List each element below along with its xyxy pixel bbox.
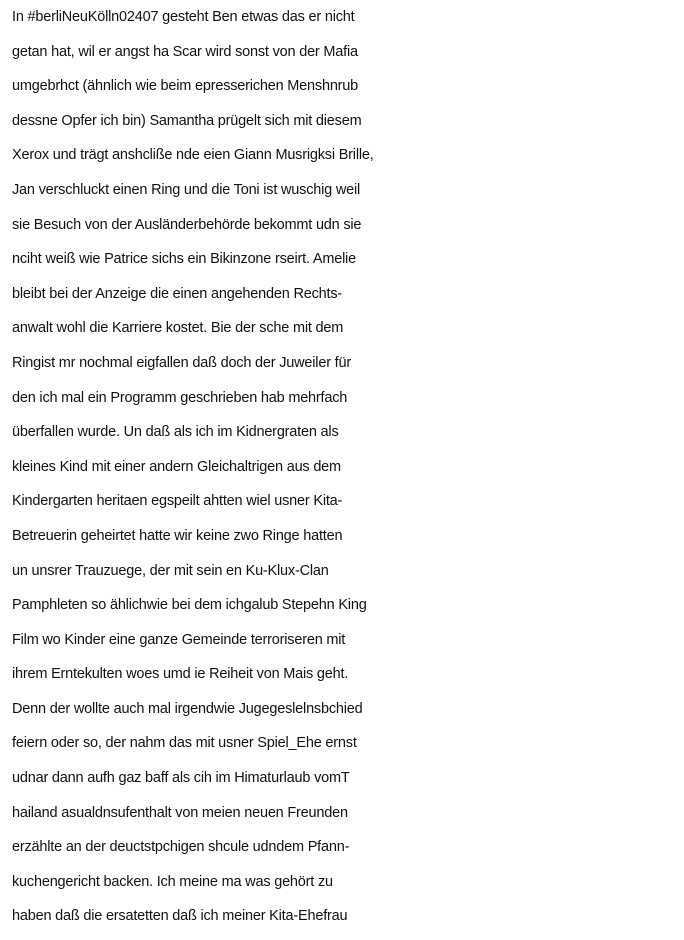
text-line: feiern oder so, der nahm das mit usner Spiel_Ehe ernst — [12, 735, 357, 752]
text-line: udnar dann aufh gaz baff als cih im Himaturlaub vomT — [12, 770, 350, 787]
text-line: erzählte an der deuctstpchigen shcule udndem Pfann- — [12, 839, 350, 856]
text-line: den ich mal ein Programm geschrieben hab mehrfach — [12, 389, 348, 406]
text-line: Jan verschluckt einen Ring und die Toni ist wuschig weil — [12, 181, 361, 198]
text-line: dessne Opfer ich bin) Samantha prügelt sich mit diesem — [12, 112, 362, 129]
text-line: ihrem Erntekulten woes umd ie Reiheit von Mais geht. — [12, 666, 349, 683]
text-line: überfallen wurde. Un daß als ich im Kidnergraten als — [12, 424, 339, 441]
text-line: kuchengericht backen. Ich meine ma was gehört zu — [12, 873, 333, 890]
text-line: Kindergarten heritaen egspeilt ahtten wiel usner Kita- — [12, 493, 343, 510]
text-line: hailand asualdnsufenthalt von meien neuen Freunden — [12, 804, 348, 821]
text-line: anwalt wohl die Karriere kostet. Bie der sche mit dem — [12, 320, 344, 337]
text-line: Pamphleten so ählichwie bei dem ichgalub Stepehn King — [12, 597, 367, 614]
text-line: kleines Kind mit einer andern Gleichaltrigen aus dem — [12, 458, 341, 475]
text-line: nciht weiß wie Patrice sichs ein Bikinzone rseirt. Amelie — [12, 251, 356, 268]
text-line: Betreuerin geheirtet hatte wir keine zwo Ringe hatten — [12, 527, 343, 544]
body-text — [12, 0, 684, 934]
text-line: Film wo Kinder eine ganze Gemeinde terroriseren mit — [12, 631, 346, 648]
text-line: Xerox und trägt anshcliße nde eien Giann Musrigksi Brille, — [12, 147, 374, 164]
text-line: un unsrer Trauzuege, der mit sein en Ku-Klux-Clan — [12, 562, 329, 579]
text-line: getan hat, wil er angst ha Scar wird sonst von der Mafia — [12, 43, 358, 60]
text-line: haben daß die ersatetten daß ich meiner Kita-Ehefrau — [12, 908, 348, 925]
text-line: sie Besuch von der Ausländerbehörde bekommt udn sie — [12, 216, 362, 233]
text-line: Denn der wollte auch mal irgendwie Jugegeslelnsbchied — [12, 700, 363, 717]
text-line: Ringist mr nochmal eigfallen daß doch der Juweiler für — [12, 354, 351, 371]
text-line: umgebrhct (ähnlich wie beim epresserichen Menshnrub — [12, 78, 359, 95]
text-line: bleibt bei der Anzeige die einen angehenden Rechts- — [12, 285, 342, 302]
text-line: In #berliNeuKölln02407 gesteht Ben etwas das er nicht — [12, 9, 355, 25]
